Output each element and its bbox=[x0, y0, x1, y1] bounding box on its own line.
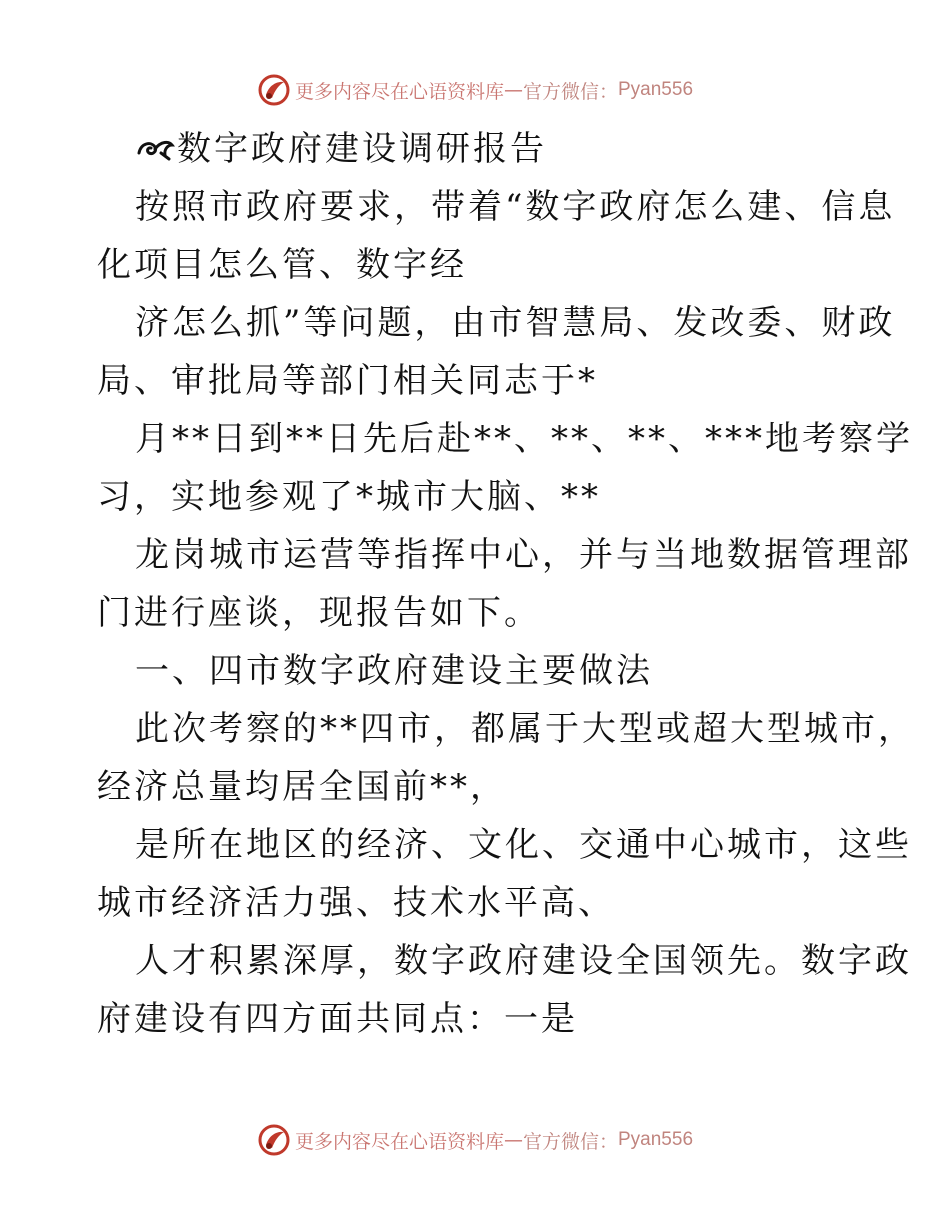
banner-wechat-label: 官方微信： bbox=[522, 1130, 618, 1153]
banner-text: 更多内容尽在心语资料库 bbox=[294, 1130, 504, 1153]
paragraph-line: 习，实地参观了*城市大脑、** bbox=[97, 477, 601, 517]
paragraph-line: 局、审批局等部门相关同志于* bbox=[97, 361, 598, 401]
paragraph-line: 门进行座谈，现报告如下。 bbox=[97, 593, 541, 633]
footer-banner bbox=[0, 1120, 950, 1160]
paragraph-line: 济怎么抓”等问题，由市智慧局、发改委、财政 bbox=[135, 303, 896, 343]
section-heading: 一、四市数字政府建设主要做法 bbox=[135, 651, 653, 691]
document-title: 数字政府建设调研报告 bbox=[177, 129, 547, 169]
paragraph-line: 人才积累深厚，数字政府建设全国领先。数字政 bbox=[135, 941, 912, 981]
paragraph-line: 月**日到**日先后赴**、**、**、***地考察学 bbox=[135, 419, 913, 459]
banner-separator: — bbox=[503, 1129, 523, 1151]
banner-wechat-id: Pyan556 bbox=[618, 79, 694, 100]
banner-wechat-label: 官方微信： bbox=[522, 80, 618, 103]
banner-wechat-id: Pyan556 bbox=[618, 1129, 694, 1150]
paragraph-line: 府建设有四方面共同点：一是 bbox=[97, 999, 578, 1039]
paragraph-line: 此次考察的**四市，都属于大型或超大型城市， bbox=[135, 709, 915, 749]
paragraph-line: 经济总量均居全国前**， bbox=[97, 767, 507, 807]
paragraph-line: 是所在地区的经济、文化、交通中心城市，这些 bbox=[135, 825, 912, 865]
paragraph-line: 化项目怎么管、数字经 bbox=[97, 245, 467, 285]
banner-text: 更多内容尽在心语资料库 bbox=[294, 80, 504, 103]
header-banner bbox=[0, 70, 950, 110]
paragraph-line: 按照市政府要求，带着“数字政府怎么建、信息 bbox=[135, 187, 896, 227]
paragraph-line: 城市经济活力强、技术水平高、 bbox=[97, 883, 615, 923]
banner-separator: — bbox=[503, 79, 523, 101]
brand-logo-icon bbox=[257, 73, 291, 107]
brand-logo-icon bbox=[257, 1123, 291, 1157]
document-title-row bbox=[97, 120, 857, 178]
document-body bbox=[97, 120, 915, 1048]
paragraph-line: 龙岗城市运营等指挥中心，并与当地数据管理部 bbox=[135, 535, 912, 575]
decorative-leaf-icon bbox=[135, 135, 175, 163]
